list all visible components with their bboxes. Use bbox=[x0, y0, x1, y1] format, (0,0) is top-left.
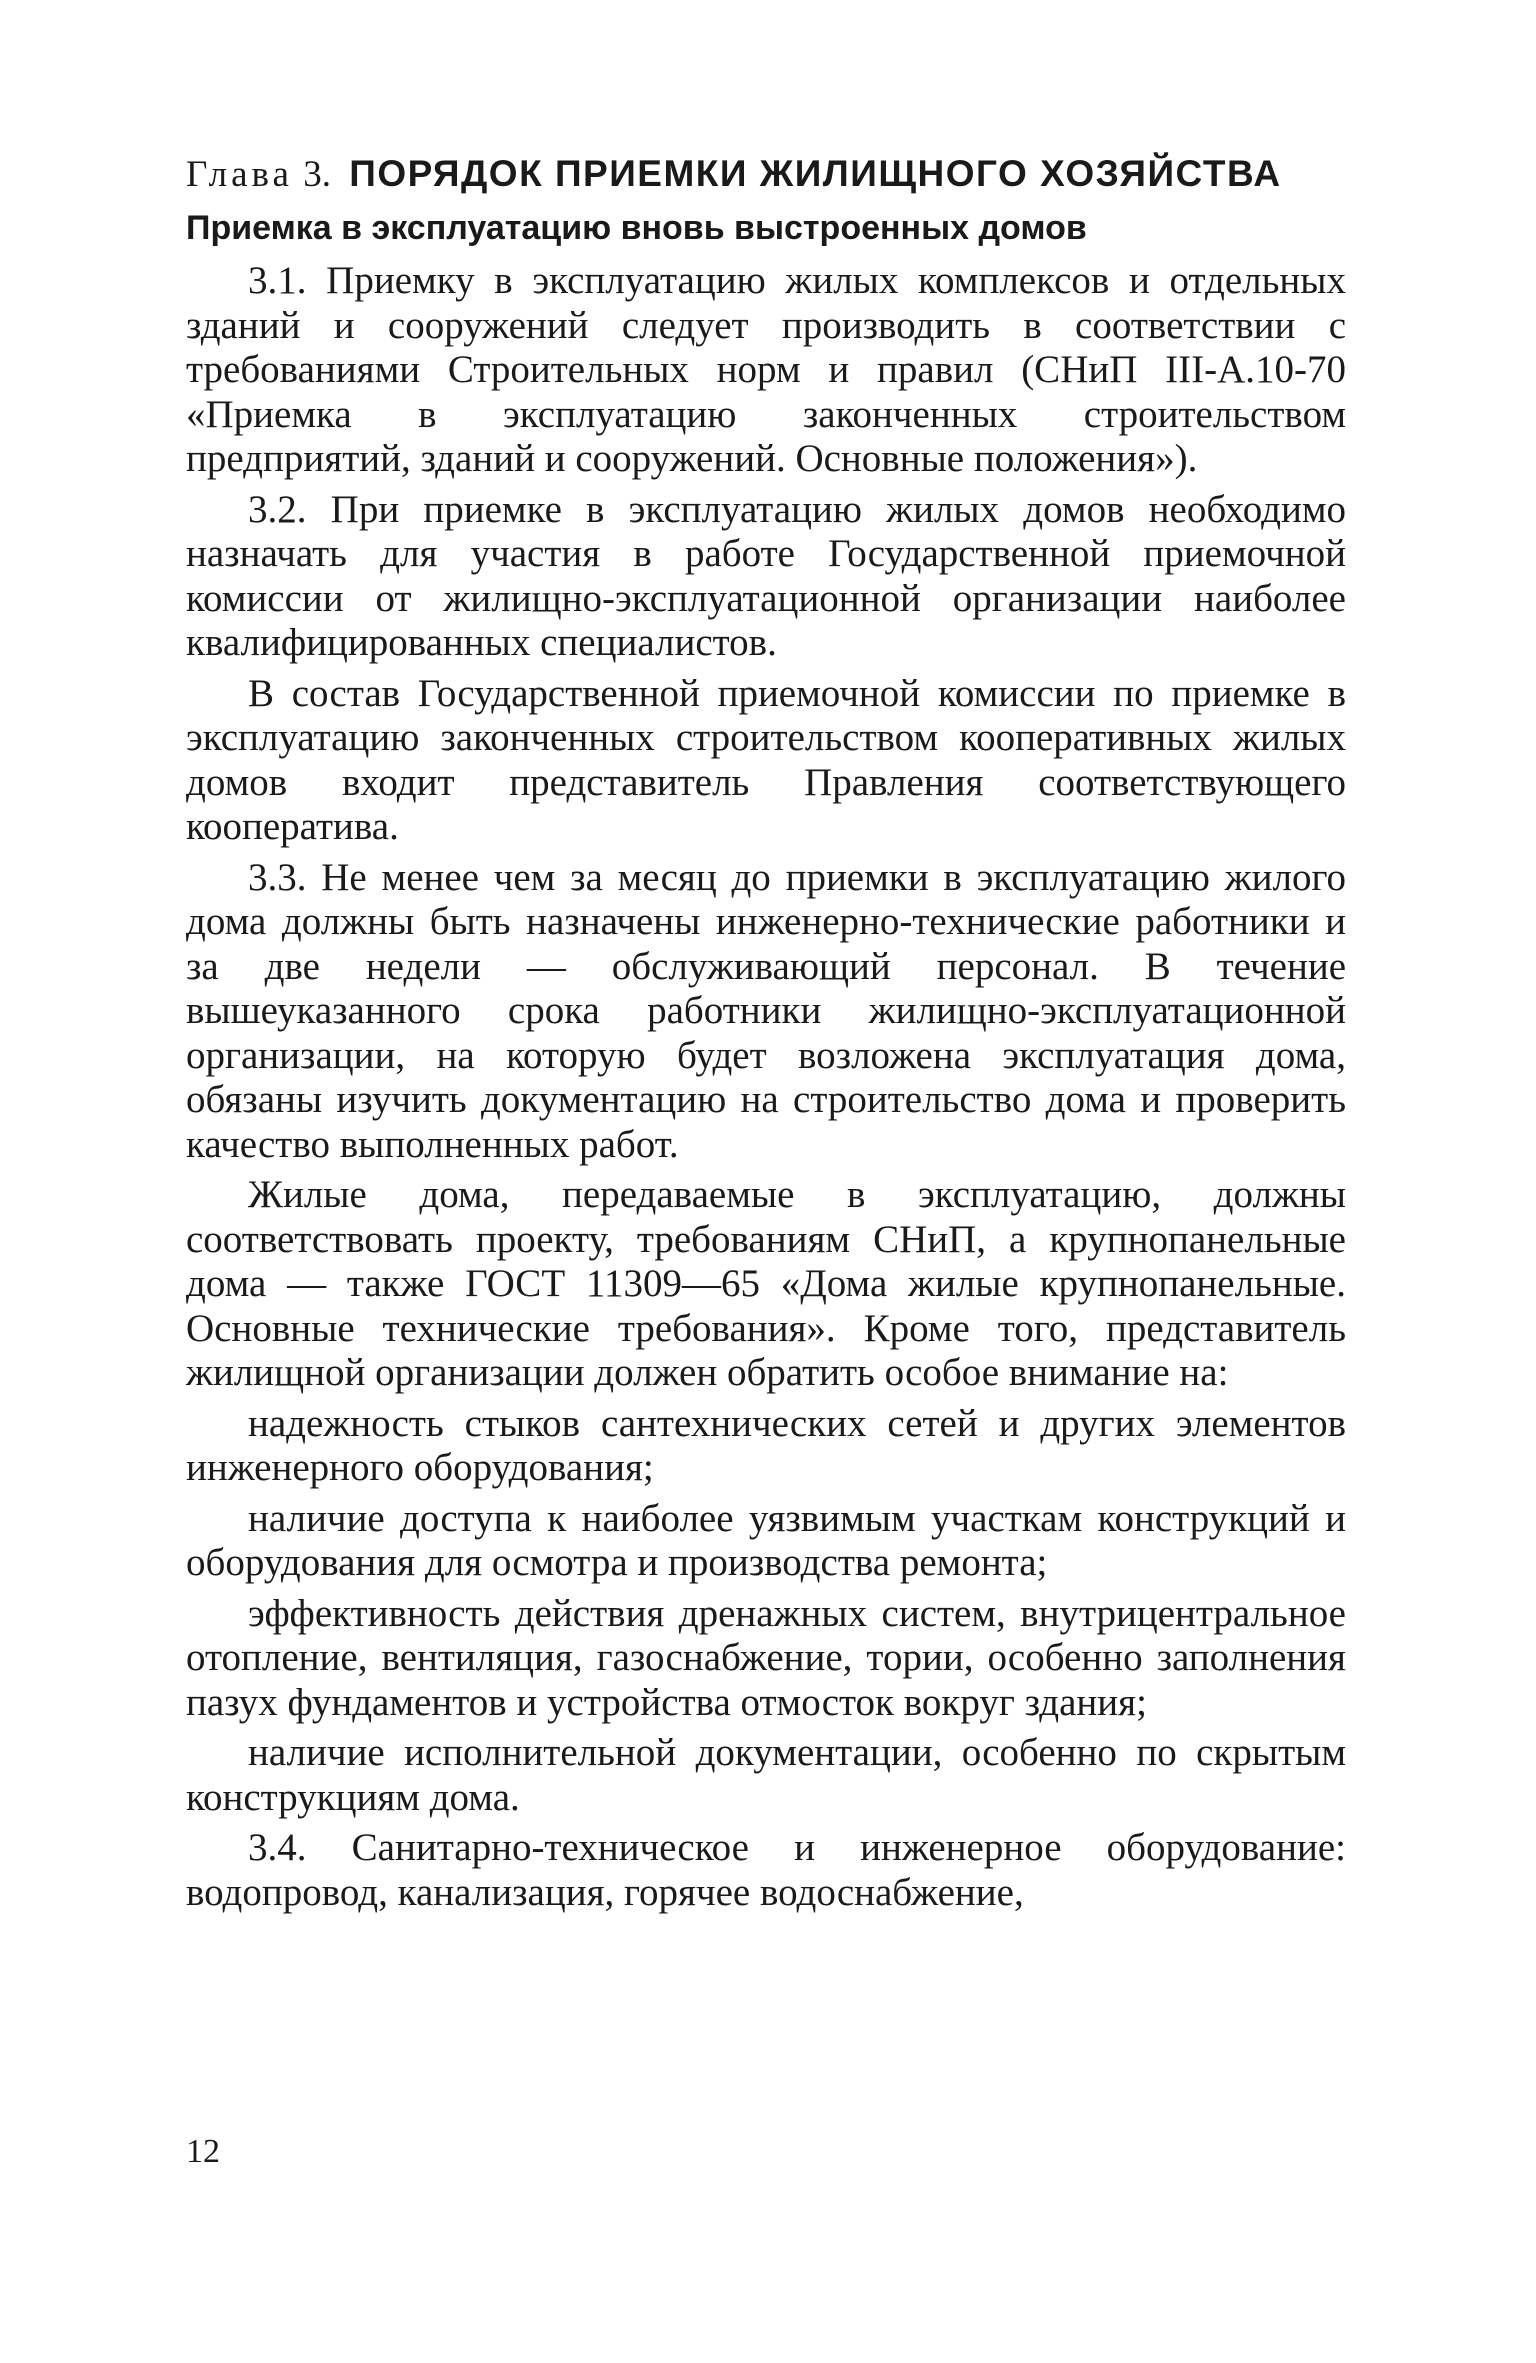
page-body bbox=[186, 150, 1346, 1921]
chapter-heading bbox=[186, 150, 1346, 199]
paragraph-3-3: 3.3. Не менее чем за месяц до приемки в эксплуатацию жилого дома должны быть назначены инженерно-технические работники и за две недели — обслуживающий персонал. В течение вышеуказанного срока работники жилищно-эксплуатационной организации, на которую будет возложена эксплуатация дома, обязаны изучить документацию на строительство дома и проверить качество выполненных работ. bbox=[186, 855, 1346, 1166]
page-number: 12 bbox=[186, 2133, 220, 2170]
paragraph-requirements: Жилые дома, передаваемые в эксплуатацию, должны соответствовать проекту, требованиям СНиП, а крупнопанельные дома — также ГОСТ 11309—65 «Дома жилые крупнопанельные. Основные технические требования». Кроме того, представитель жилищной организации должен обратить особое внимание на: bbox=[186, 1173, 1346, 1394]
list-item: надежность стыков сантехнических сетей и других элементов инженерного оборудования; bbox=[186, 1401, 1346, 1489]
list-item: эффективность действия дренажных систем, внутрицентральное отопление, вентиляция, газоснабжение, тории, особенно заполнения пазух фундаментов и устройства отмосток вокруг здания; bbox=[186, 1591, 1346, 1724]
chapter-title: ПОРЯДОК ПРИЕМКИ ЖИЛИЩНОГО ХОЗЯЙСТВА bbox=[349, 153, 1282, 194]
chapter-number: 3. bbox=[303, 154, 331, 195]
chapter-label: Глава bbox=[186, 154, 293, 195]
section-title: Приемка в эксплуатацию вновь выстроенных домов bbox=[186, 209, 1087, 247]
paragraph-commission: В состав Государственной приемочной комиссии по приемке в эксплуатацию законченных строительством кооперативных жилых домов входит представитель Правления соответствующего кооператива. bbox=[186, 671, 1346, 848]
paragraph-3-2: 3.2. При приемке в эксплуатацию жилых домов необходимо назначать для участия в работе Государственной приемочной комиссии от жилищно-эксплуатационной организации наиболее квалифицированных специалистов. bbox=[186, 487, 1346, 664]
paragraph-3-4: 3.4. Санитарно-техническое и инженерное оборудование: водопровод, канализация, горячее водоснабжение, bbox=[186, 1826, 1346, 1914]
paragraph-3-1: 3.1. Приемку в эксплуатацию жилых комплексов и отдельных зданий и сооружений следует производить в соответствии с требованиями Строительных норм и правил (СНиП III-А.10-70 «Приемка в эксплуатацию законченных строительством предприятий, зданий и сооружений. Основные положения»). bbox=[186, 259, 1346, 480]
list-item: наличие исполнительной документации, особенно по скрытым конструкциям дома. bbox=[186, 1731, 1346, 1819]
list-item: наличие доступа к наиболее уязвимым участкам конструкций и оборудования для осмотра и производства ремонта; bbox=[186, 1496, 1346, 1584]
